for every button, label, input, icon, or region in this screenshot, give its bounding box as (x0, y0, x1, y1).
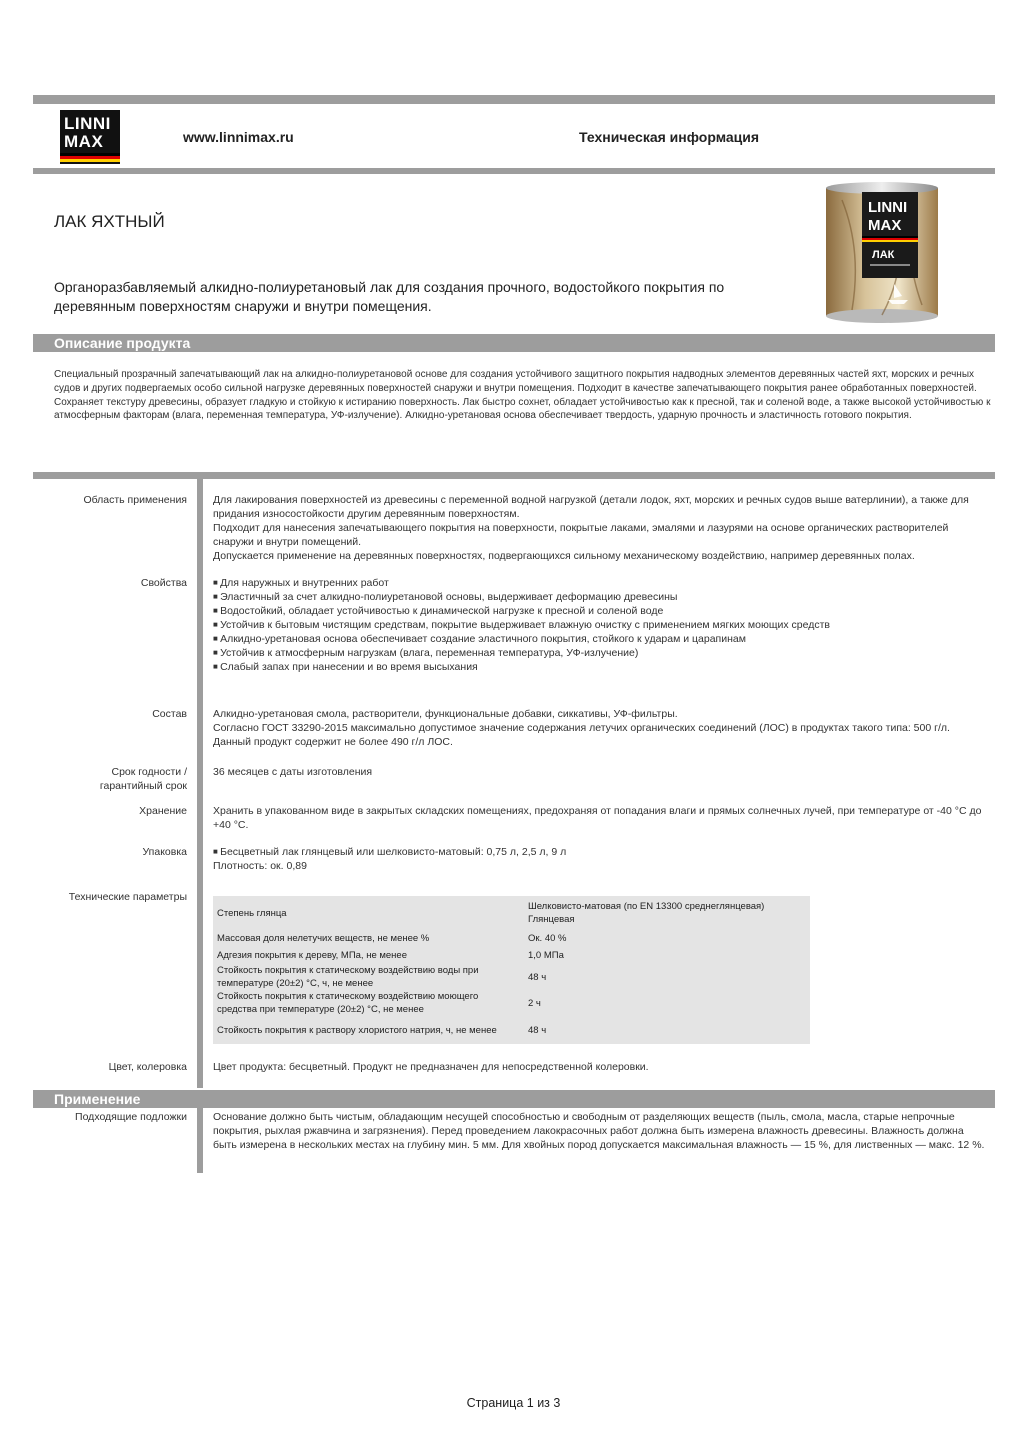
linnimax-logo: LINNI MAX (60, 110, 120, 164)
shelf-life-label: Срок годности / гарантийный срок (99, 766, 187, 792)
substrates-value: Основание должно быть чистым, обладающим несущей способностью и свободным от разделяющих веществ (пыль, смола, масла, старые непрочные покрытия, рыхлая ржавчина и загрязнения). Перед проведением лакокрасочных работ должна быть измерена влажность древесины. Влажность должна быть измерена в нескольких местах на глубину мин. 5 мм. Для хвойных пород допускается максимальная влажность — 15 %, для лиственных — макс. 12 %. (213, 1111, 985, 1151)
density-value: Плотность: ок. 0,89 (213, 860, 307, 872)
application-heading-bar (33, 1090, 995, 1108)
description-body (54, 368, 994, 423)
product-subtitle: Органоразбавляемый алкидно-полиуретановый лак для создания прочного, водостойкого покрытия по деревянным поверхностям снаружи и внутри помещения. (54, 279, 725, 314)
specs-divider (197, 479, 203, 1088)
table-row: Стойкость покрытия к статическому воздействию моющего средства при температуре (20±2) °С, не менее 2 ч (217, 991, 541, 1015)
application-area-label: Область применения (83, 494, 187, 506)
properties-label: Свойства (140, 577, 187, 589)
can-product-label: ЛАК (872, 249, 895, 261)
website-link[interactable]: www.linnimax.ru (183, 129, 294, 145)
list-item: ■ Устойчив к атмосферным нагрузкам (влага, переменная температура, УФ-излучение) (213, 646, 988, 660)
description-paragraph: Сохраняет текстуру древесины, образует гладкую и стойкую к истиранию поверхность. Лак быстро сохнет, обладает устойчивостью как к пресной, так и соленой воде, а также высокой устойчивостью к атмосферным факторам (влага, переменная температура, УФ-излучение). Алкидно-уретановая основа обеспечивает твердость, ударную прочность и эластичность готового покрытия. (54, 396, 991, 422)
shelf-life-value: 36 месяцев с даты изготовления (213, 766, 373, 778)
color-value: Цвет продукта: бесцветный. Продукт не предназначен для непосредственной колеровки. (213, 1061, 649, 1073)
properties-list (213, 576, 988, 674)
list-item: ■ Алкидно-уретановая основа обеспечивает создание эластичного покрытия, стойкого к ударам и царапинам (213, 632, 988, 646)
technical-params-table (213, 896, 810, 1044)
packaging-value (213, 845, 988, 873)
table-row: Адгезия покрытия к дереву, МПа, не менее 1,0 МПа (217, 950, 564, 961)
can-brand-line1: LINNI (868, 199, 908, 216)
composition-label: Состав (152, 708, 187, 720)
list-item: ■ Слабый запах при нанесении и во время высыхания (213, 660, 988, 674)
table-row: Степень глянца Шелковисто-матовая (по EN 13300 среднеглянцевая) Глянцевая (217, 901, 765, 925)
application-heading: Применение (54, 1091, 141, 1107)
application-divider (197, 1108, 203, 1173)
application-area-value: Для лакирования поверхностей из древесины с переменной водной нагрузкой (детали лодок, яхт, морских и речных судов выше ватерлинии), а также для придания износостойкости другим деревянным поверхностям. Подходит для нанесения запечатывающего покрытия на поверхности, покрытые лаками, эмалями и лазурями на основе органических растворителей снаружи и внутри помещений. Допускается применение на деревянных поверхностях, подвергающихся сильному механическому воздействию, например деревянных полах. (213, 494, 969, 562)
list-item: ■ Устойчив к бытовым чистящим средствам, покрытие выдерживает влажную очистку с применением мягких моющих средств (213, 618, 988, 632)
product-can-image (822, 180, 942, 326)
list-item: ■ Эластичный за счет алкидно-полиуретановой основы, выдерживает деформацию древесины (213, 590, 988, 604)
substrates-label: Подходящие подложки (75, 1111, 187, 1123)
doc-type-heading: Техническая информация (579, 129, 760, 145)
storage-value: Хранить в упакованном виде в закрытых складских помещениях, предохраняя от попадания влаги и прямых солнечных лучей, при температуре от -40 °С до +40 °С. (213, 805, 982, 831)
description-heading: Описание продукта (54, 335, 191, 351)
table-row: Стойкость покрытия к раствору хлористого натрия, ч, не менее 48 ч (217, 1024, 547, 1036)
list-item: ■ Бесцветный лак глянцевый или шелковисто-матовый: 0,75 л, 2,5 л, 9 л (213, 845, 988, 859)
composition-value: Алкидно-уретановая смола, растворители, функциональные добавки, сиккативы, УФ-фильтры. Согласно ГОСТ 33290-2015 максимально допустимое значение содержания летучих органических соединений (ЛОС) в продуктах такого типа: 500 г/л. Данный продукт содержит не более 490 г/л ЛОС. (213, 708, 950, 748)
header-rule (33, 168, 995, 174)
list-item: ■ Водостойкий, обладает устойчивостью к динамической нагрузке к пресной и соленой воде (213, 604, 988, 618)
storage-label: Хранение (139, 805, 187, 817)
can-brand-line2: MAX (868, 217, 902, 234)
list-item: ■ Для наружных и внутренних работ (213, 576, 988, 590)
top-rule (33, 95, 995, 104)
technical-params-label: Технические параметры (68, 891, 187, 903)
color-label: Цвет, колеровка (108, 1061, 187, 1073)
table-row: Массовая доля нелетучих веществ, не менее % Ок. 40 % (217, 933, 567, 944)
flag-stripe-gold (60, 159, 120, 162)
packaging-label: Упаковка (142, 846, 187, 858)
description-paragraph: Специальный прозрачный запечатывающий лак на алкидно-полиуретановой основе для создания устойчивого защитного покрытия надводных элементов деревянных частей яхт, морских и речных судов и других подвергаемых особо сильной нагрузке деревянных поверхностей снаружи и внутри помещения. Подходит в качестве запечатывающего покрытия ранее обработанных поверхностей. (54, 369, 977, 394)
table-row: Стойкость покрытия к статическому воздействию воды при температуре (20±2) °С, ч, не менее 48 ч (217, 965, 547, 989)
page-number: Страница 1 из 3 (466, 1396, 561, 1410)
specs-top-rule (33, 472, 995, 479)
product-title: ЛАК ЯХТНЫЙ (54, 212, 165, 231)
